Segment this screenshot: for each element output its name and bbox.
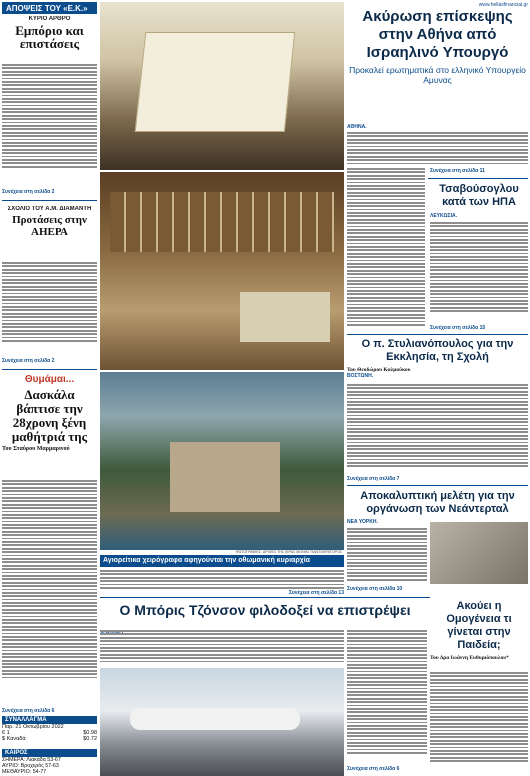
manuscript-page <box>135 32 296 132</box>
lead-headline[interactable]: Ακύρωση επίσκεψης στην Αθήνα από Ισραηλινό Υπουργό <box>362 8 513 61</box>
airplane <box>130 708 300 730</box>
divider <box>100 597 430 598</box>
headline[interactable]: Ακούει η Ομογένεια τι γίνεται στην Παιδεία; <box>446 600 512 651</box>
divider <box>2 200 97 201</box>
opinion-article-2[interactable] <box>2 206 97 238</box>
headline[interactable]: Αποκαλυπτική μελέτη για την οργάνωση των Νεάντερταλ <box>360 490 515 515</box>
byline: Του Σταύρου Μαρμαρινού <box>2 446 70 452</box>
headline[interactable]: Τσαβούσογλου κατά των ΗΠΑ <box>439 183 519 208</box>
article-body <box>100 630 344 666</box>
article-body <box>430 222 528 322</box>
byline: Του Θεοδώρου Καλμούκου <box>347 367 411 373</box>
manuscript-photo <box>100 2 344 170</box>
weather-row: ΜΕΘΑΥΡΙΟ: 54-77 <box>2 769 47 775</box>
continue-link[interactable]: Συνέχεια στη σελίδα 10 <box>347 586 403 592</box>
article-body <box>347 630 427 766</box>
kicker: Θυμάμαι... <box>24 374 75 385</box>
weather-title: ΚΑΙΡΟΣ <box>2 749 97 757</box>
rate: $0.72 <box>83 736 97 742</box>
bookshelves <box>110 192 334 252</box>
section-bar-opinions: ΑΠΟΨΕΙΣ ΤΟΥ «Ε.Κ.» <box>2 2 97 14</box>
kicker: ΚΥΡΙΟ ΑΡΘΡΟ <box>28 16 71 22</box>
currency: € 1 <box>2 730 10 736</box>
exchange-row <box>2 736 97 742</box>
continue-link[interactable]: Συνέχεια στη σελίδα 13 <box>288 590 344 596</box>
lead-body-col1 <box>347 168 425 338</box>
divider <box>428 178 528 179</box>
stylian-article[interactable] <box>347 338 528 379</box>
skull-photo <box>430 522 528 584</box>
article-body <box>2 480 97 705</box>
divider <box>347 485 528 486</box>
weather-row: ΑΥΡΙΟ: Βροχερός 57-63 <box>2 763 59 769</box>
neander-article[interactable] <box>347 490 528 525</box>
continue-link[interactable]: Συνέχεια στη σελίδα 7 <box>347 476 400 482</box>
boris-headline[interactable]: Ο Μπόρις Τζόνσον φιλοδοξεί να επιστρέψει <box>119 602 411 618</box>
continue-link[interactable]: Συνέχεια στη σελίδα 6 <box>347 766 400 772</box>
byline: Του Δρα Ιωάννη Ευθυμιόπουλου* <box>430 655 509 661</box>
exchange-box <box>2 716 97 742</box>
weather-row: ΣΗΜΕΡΑ: Λιακάδα 53-67 <box>2 757 61 763</box>
headline[interactable]: Προτάσεις στην ΑΗΕΡΑ <box>12 214 87 238</box>
paideia-article[interactable] <box>430 600 528 661</box>
dateline: ΛΕΥΚΩΣΙΑ. <box>430 213 458 219</box>
article-body <box>347 384 528 476</box>
continue-link[interactable]: Συνέχεια στη σελίδα 11 <box>430 168 485 174</box>
lead-story[interactable] <box>347 2 528 92</box>
dateline: ΑΘΗΝΑ. <box>347 124 367 130</box>
library-photo <box>100 172 344 370</box>
caption-body <box>100 570 344 590</box>
continue-link[interactable]: Συνέχεια στη σελίδα 2 <box>2 358 55 364</box>
continue-link[interactable]: Συνέχεια στη σελίδα 2 <box>2 189 55 195</box>
opinion-article-1[interactable] <box>2 16 97 50</box>
tsav-article[interactable] <box>430 183 528 219</box>
photo-credit: ΦΩΤΟΓΡΑΦΙΕΣ: ΑΡΧΕΙΟ ΤΗΣ ΙΕΡΑΣ ΜΟΝΗΣ ΠΑΝΤΟΚΡΑΤΟΡΟΣ <box>235 550 342 554</box>
exchange-title: ΣΥΝΑΛΛΑΓΜΑ <box>2 716 97 724</box>
opinion-article-3[interactable] <box>2 374 97 452</box>
exchange-date: Παρ. 21 Οκτωβρίου 2022 <box>2 724 64 730</box>
article-body <box>2 64 97 184</box>
continue-link[interactable]: Συνέχεια στη σελίδα 6 <box>2 708 55 714</box>
lead-subtitle: Προκαλεί ερωτηματικά στο ελληνικό Υπουργείο Αμυνας <box>349 65 526 85</box>
divider <box>347 334 528 335</box>
photo-caption[interactable]: Αγιορείτικα χειρόγραφα αφηγούνται την οθωμανική κυριαρχία <box>100 555 344 567</box>
dateline: ΝΕΑ ΥΟΡΚΗ. <box>347 519 378 525</box>
monastery-photo <box>100 372 344 550</box>
rate: $0.98 <box>83 730 97 736</box>
divider <box>2 369 97 370</box>
dateline: ΒΟΣΤΩΝΗ. <box>347 373 374 379</box>
boris-photo <box>100 668 344 776</box>
site-url: www.hellasfinancial.gr <box>478 2 528 8</box>
continue-link[interactable]: Συνέχεια στη σελίδα 15 <box>430 325 486 331</box>
lead-body <box>347 124 528 166</box>
kicker: ΣΧΟΛΙΟ ΤΟΥ Α.Μ. ΔΙΑΜΑΝΤΗ <box>7 206 92 212</box>
article-body <box>2 262 97 354</box>
currency: $ Καναδά <box>2 736 26 742</box>
reading-table <box>240 292 330 342</box>
article-body <box>347 528 427 584</box>
headline[interactable]: Ο π. Στυλιανόπουλος για την Εκκλησία, τη Σχολή <box>361 338 514 363</box>
headline[interactable]: Εμπόριο και επιστάσεις <box>15 23 84 50</box>
monastery-buildings <box>170 442 280 512</box>
article-body <box>430 672 528 772</box>
headline[interactable]: Δασκάλα βάπτισε την 28χρονη ξένη μαθήτριά της <box>11 387 88 444</box>
weather-box <box>2 749 97 775</box>
